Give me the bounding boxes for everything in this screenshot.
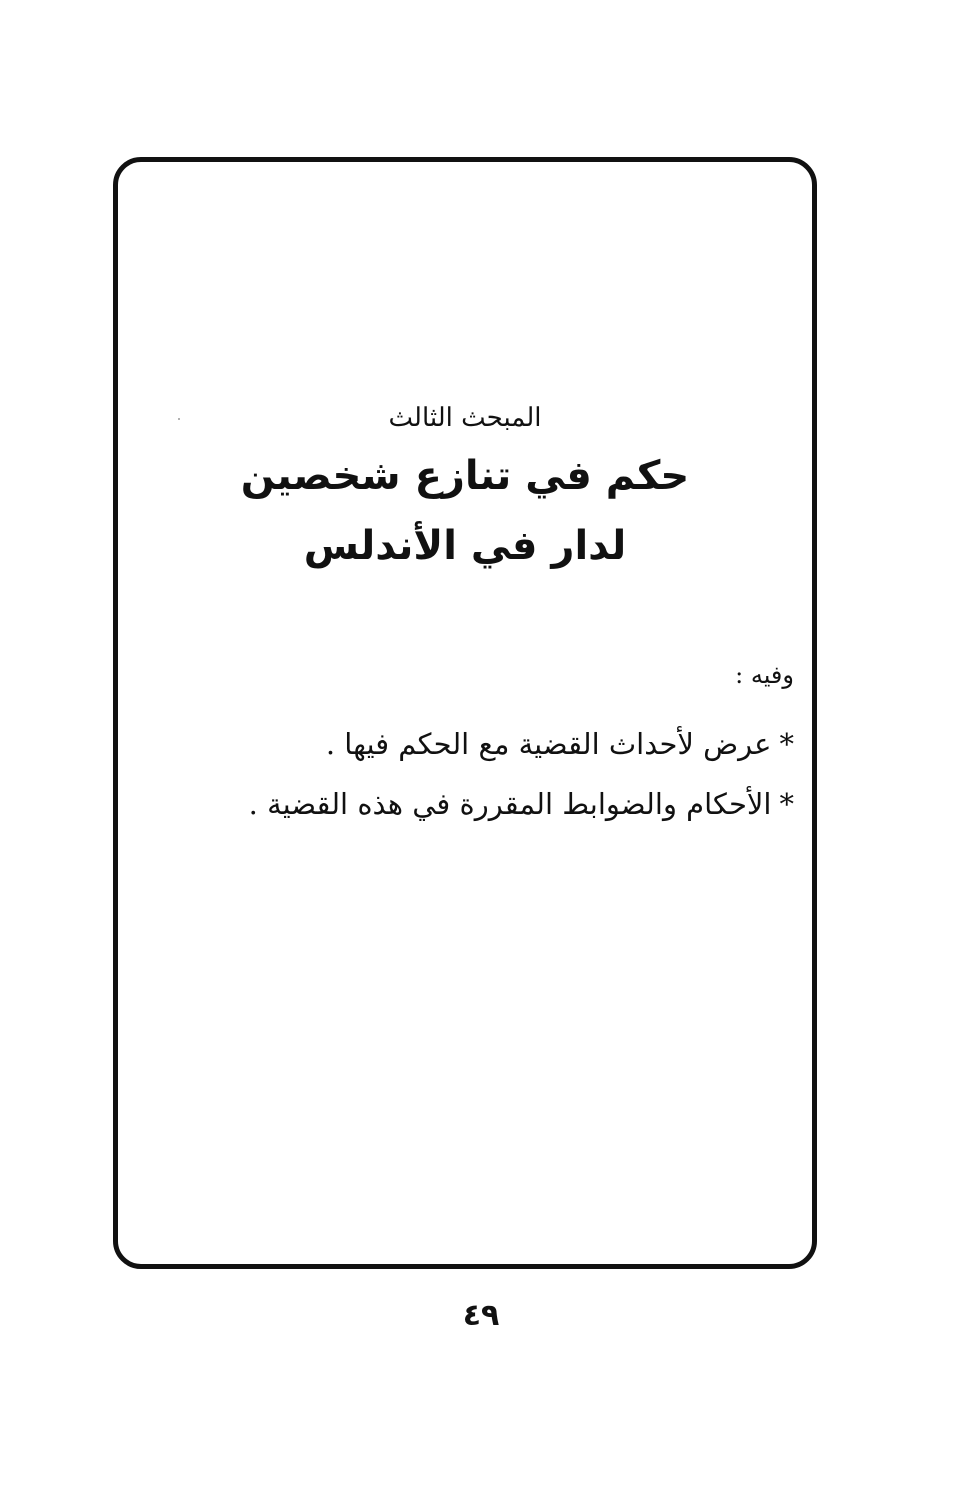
bullet-asterisk: *	[779, 727, 794, 761]
contents-point-text: الأحكام والضوابط المقررة في هذه القضية .	[248, 787, 772, 821]
contents-point-text: عرض لأحداث القضية مع الحكم فيها .	[325, 727, 772, 761]
chapter-title-line-1: حكم في تنازع شخصين	[240, 453, 690, 499]
section-label: المبحث الثالث	[388, 403, 542, 433]
page-number: ٤٩	[462, 1298, 500, 1333]
bullet-asterisk: *	[779, 787, 794, 821]
contents-point	[249, 782, 794, 826]
chapter-title-line-2: لدار في الأندلس	[303, 523, 627, 569]
page-border-frame	[113, 157, 817, 1269]
contents-point	[326, 722, 794, 766]
contents-intro: وفيه :	[735, 661, 794, 689]
